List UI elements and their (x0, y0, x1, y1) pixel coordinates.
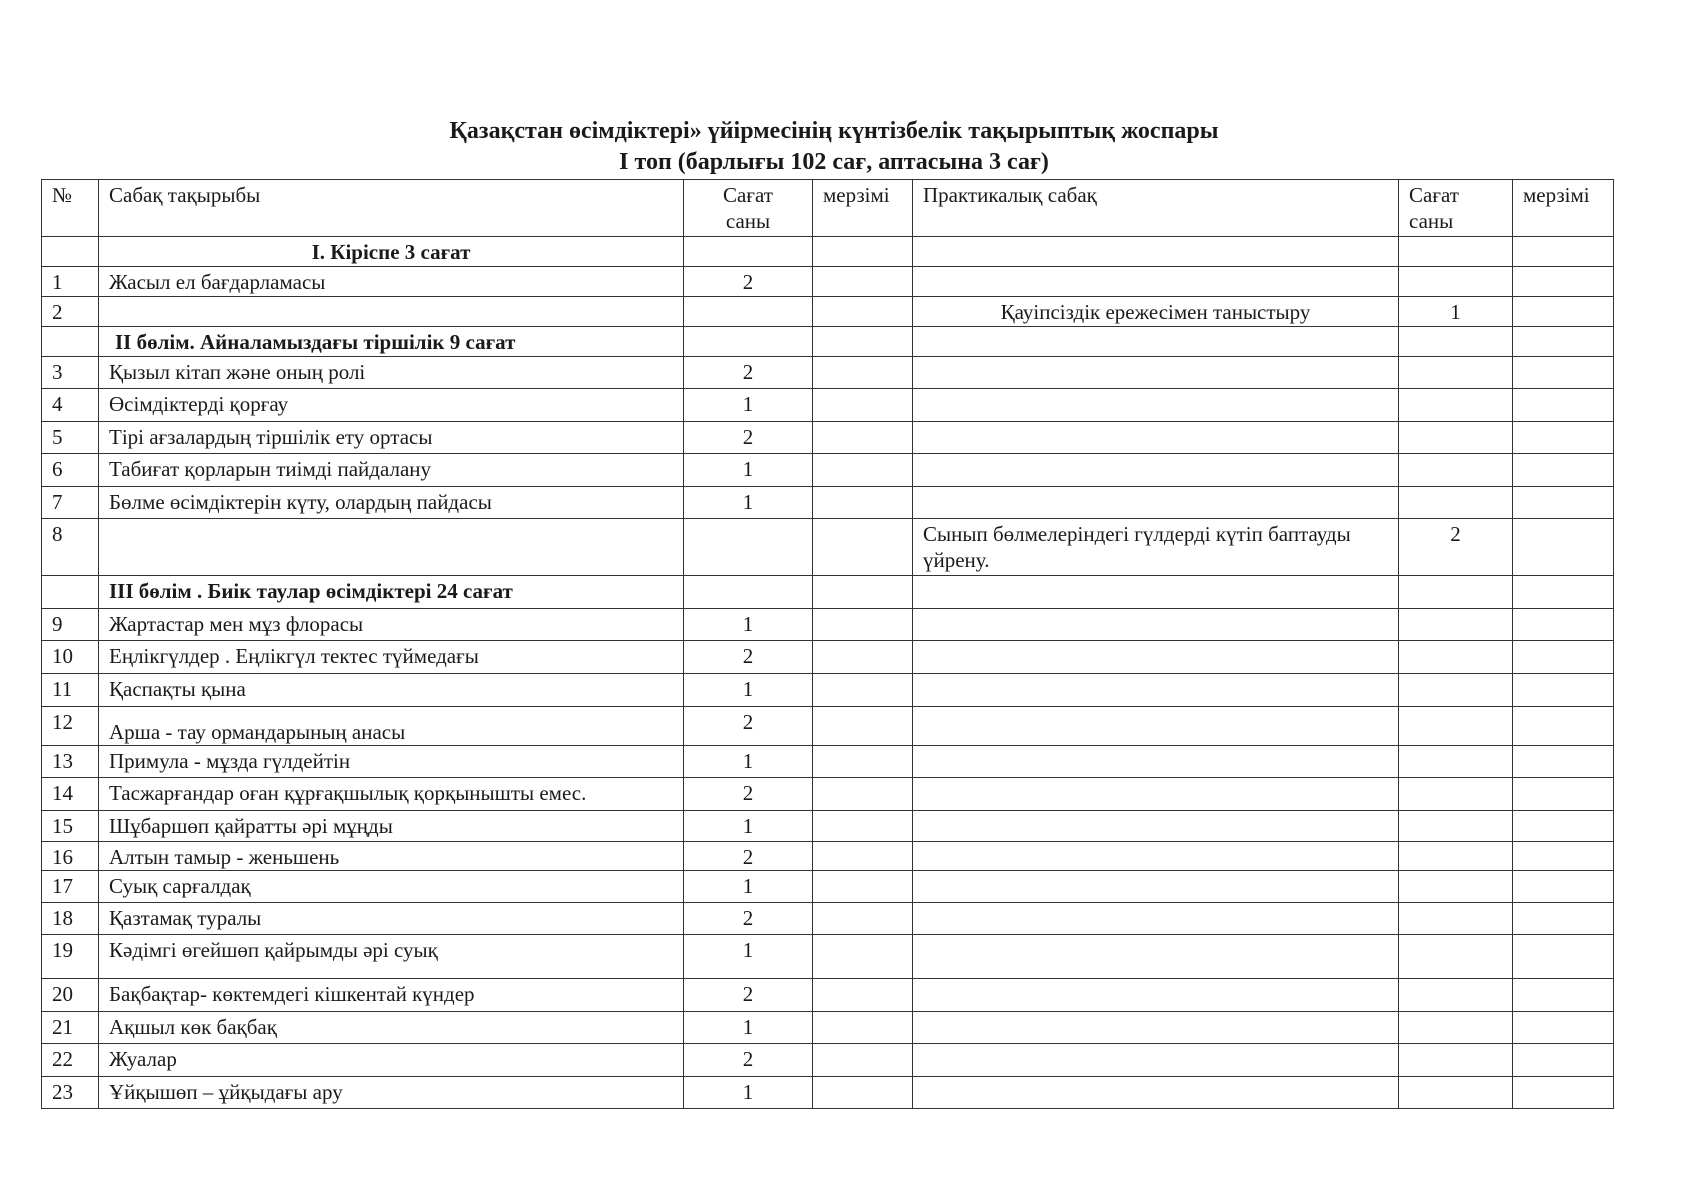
cell-practical-date (1513, 576, 1614, 609)
cell-practical (913, 842, 1399, 871)
table-row (42, 842, 1614, 871)
cell-date (813, 842, 913, 871)
cell-num: 2 (42, 297, 99, 327)
header-topic: Сабақ тақырыбы (99, 180, 684, 237)
cell-practical-hours: 1 (1399, 297, 1513, 327)
cell-hours: 2 (684, 778, 813, 811)
cell-practical (913, 935, 1399, 979)
cell-num: 7 (42, 487, 99, 519)
cell-topic: Қызыл кітап және оның ролі (99, 357, 684, 389)
cell-practical-hours (1399, 871, 1513, 903)
cell-num: 20 (42, 979, 99, 1012)
cell-topic: Бөлме өсімдіктерін күту, олардың пайдасы (99, 487, 684, 519)
cell-topic: Тасжарғандар оған құрғақшылық қорқынышты емес. (99, 778, 684, 811)
table-row (42, 357, 1614, 389)
section-heading: ІІ бөлім. Айналамыздағы тіршілік 9 сағат (99, 327, 684, 357)
cell-num: 1 (42, 267, 99, 297)
table-row (42, 267, 1614, 297)
cell-practical-date (1513, 609, 1614, 641)
cell-practical (913, 707, 1399, 746)
cell-topic: Примула - мұзда гүлдейтін (99, 746, 684, 778)
table-row (42, 1012, 1614, 1044)
cell-date (813, 297, 913, 327)
cell-practical-date (1513, 707, 1614, 746)
table-row (42, 707, 1614, 746)
cell-practical-hours (1399, 487, 1513, 519)
cell-num: 9 (42, 609, 99, 641)
cell-hours: 2 (684, 357, 813, 389)
cell-topic: Жуалар (99, 1044, 684, 1077)
cell-hours: 2 (684, 842, 813, 871)
cell-practical-date (1513, 979, 1614, 1012)
cell-practical-date (1513, 487, 1614, 519)
cell-num (42, 576, 99, 609)
cell-practical-hours (1399, 842, 1513, 871)
cell-topic: Жартастар мен мұз флорасы (99, 609, 684, 641)
cell-topic: Еңлікгүлдер . Еңлікгүл тектес түймедағы (99, 641, 684, 674)
cell-topic: Табиғат қорларын тиімді пайдалану (99, 454, 684, 487)
cell-num: 3 (42, 357, 99, 389)
cell-hours: 1 (684, 487, 813, 519)
cell-practical-hours (1399, 1077, 1513, 1109)
document-subtitle: І топ (барлығы 102 сағ, аптасына 3 сағ) (619, 149, 1049, 175)
cell-hours: 1 (684, 935, 813, 979)
cell-practical (913, 674, 1399, 707)
cell-date (813, 707, 913, 746)
section-heading: ІІІ бөлім . Биік таулар өсімдіктері 24 сағат (99, 576, 684, 609)
header-date: мерзімі (813, 180, 913, 237)
cell-practical (913, 1077, 1399, 1109)
cell-practical: Сынып бөлмелеріндегі гүлдерді күтіп баптауды үйрену. (913, 519, 1399, 576)
cell-hours (684, 237, 813, 267)
cell-hours: 1 (684, 674, 813, 707)
cell-practical-hours (1399, 1012, 1513, 1044)
cell-practical-hours (1399, 935, 1513, 979)
plan-table (41, 179, 1614, 1109)
cell-date (813, 487, 913, 519)
cell-date (813, 267, 913, 297)
section-heading: І. Кіріспе 3 сағат (99, 237, 684, 267)
header-practical-hours-line2: саны (1409, 209, 1454, 233)
section-row (42, 237, 1614, 267)
cell-practical-hours (1399, 746, 1513, 778)
cell-hours (684, 327, 813, 357)
cell-practical: Қауіпсіздік ережесімен таныстыру (913, 297, 1399, 327)
cell-practical-date (1513, 935, 1614, 979)
table-row (42, 1044, 1614, 1077)
cell-practical-hours (1399, 237, 1513, 267)
cell-practical (913, 422, 1399, 454)
cell-topic: Өсімдіктерді қорғау (99, 389, 684, 422)
cell-date (813, 422, 913, 454)
cell-practical (913, 778, 1399, 811)
header-practical-hours (1399, 180, 1513, 237)
cell-date (813, 641, 913, 674)
cell-date (813, 576, 913, 609)
header-num: № (42, 180, 99, 237)
cell-hours: 1 (684, 389, 813, 422)
cell-practical-date (1513, 519, 1614, 576)
cell-num (42, 237, 99, 267)
cell-date (813, 327, 913, 357)
cell-practical-hours (1399, 389, 1513, 422)
cell-practical (913, 979, 1399, 1012)
cell-practical-date (1513, 267, 1614, 297)
cell-num: 8 (42, 519, 99, 576)
cell-practical-hours (1399, 811, 1513, 842)
header-hours (684, 180, 813, 237)
cell-date (813, 609, 913, 641)
cell-date (813, 935, 913, 979)
cell-date (813, 979, 913, 1012)
table-row (42, 487, 1614, 519)
cell-date (813, 1077, 913, 1109)
cell-practical (913, 1044, 1399, 1077)
cell-practical-hours (1399, 609, 1513, 641)
cell-hours: 2 (684, 979, 813, 1012)
cell-practical (913, 357, 1399, 389)
cell-practical-date (1513, 1044, 1614, 1077)
cell-num (42, 327, 99, 357)
section-row (42, 327, 1614, 357)
cell-hours: 2 (684, 707, 813, 746)
header-hours-line2: саны (725, 209, 771, 233)
table-row (42, 746, 1614, 778)
cell-topic: Арша - тау ормандарының анасы (99, 707, 684, 746)
cell-hours (684, 297, 813, 327)
cell-practical-hours (1399, 903, 1513, 935)
cell-practical-hours (1399, 1044, 1513, 1077)
cell-hours: 1 (684, 1077, 813, 1109)
cell-date (813, 389, 913, 422)
cell-practical-date (1513, 778, 1614, 811)
cell-hours: 2 (684, 267, 813, 297)
cell-num: 15 (42, 811, 99, 842)
cell-num: 14 (42, 778, 99, 811)
cell-num: 6 (42, 454, 99, 487)
table-row (42, 979, 1614, 1012)
header-practical-hours-line1: Сағат (1409, 183, 1459, 207)
cell-practical (913, 903, 1399, 935)
header-practical: Практикалық сабақ (913, 180, 1399, 237)
table-row (42, 1077, 1614, 1109)
cell-num: 18 (42, 903, 99, 935)
cell-practical-hours (1399, 979, 1513, 1012)
cell-topic: Қазтамақ туралы (99, 903, 684, 935)
cell-practical-date (1513, 871, 1614, 903)
cell-date (813, 519, 913, 576)
cell-hours: 1 (684, 609, 813, 641)
cell-practical (913, 609, 1399, 641)
cell-practical-hours (1399, 357, 1513, 389)
cell-num: 21 (42, 1012, 99, 1044)
cell-num: 23 (42, 1077, 99, 1109)
table-row (42, 903, 1614, 935)
cell-practical-hours (1399, 576, 1513, 609)
cell-practical-date (1513, 357, 1614, 389)
cell-date (813, 237, 913, 267)
section-row (42, 576, 1614, 609)
cell-topic: Суық сарғалдақ (99, 871, 684, 903)
table-row (42, 519, 1614, 576)
cell-practical-hours (1399, 778, 1513, 811)
cell-hours: 1 (684, 871, 813, 903)
cell-date (813, 811, 913, 842)
document-title: Қазақстан өсімдіктері» үйірмесінің күнтізбелік тақырыптық жоспары (449, 118, 1219, 144)
cell-practical (913, 389, 1399, 422)
cell-topic: Кәдімгі өгейшөп қайрымды әрі суық (99, 935, 684, 979)
table-row (42, 422, 1614, 454)
cell-practical-date (1513, 454, 1614, 487)
cell-date (813, 778, 913, 811)
cell-date (813, 454, 913, 487)
cell-practical (913, 267, 1399, 297)
cell-practical-date (1513, 297, 1614, 327)
cell-practical-date (1513, 1012, 1614, 1044)
cell-practical-hours (1399, 674, 1513, 707)
cell-hours: 2 (684, 1044, 813, 1077)
cell-topic (99, 297, 684, 327)
cell-topic (99, 519, 684, 576)
cell-date (813, 871, 913, 903)
cell-num: 13 (42, 746, 99, 778)
table-row (42, 641, 1614, 674)
cell-hours: 1 (684, 811, 813, 842)
cell-hours (684, 519, 813, 576)
table-header-row (42, 180, 1614, 237)
cell-num: 5 (42, 422, 99, 454)
cell-practical-hours (1399, 641, 1513, 674)
cell-date (813, 746, 913, 778)
cell-practical-date (1513, 327, 1614, 357)
cell-practical (913, 871, 1399, 903)
cell-practical-date (1513, 237, 1614, 267)
cell-hours: 1 (684, 746, 813, 778)
cell-topic: Шұбаршөп қайратты әрі мұңды (99, 811, 684, 842)
cell-date (813, 357, 913, 389)
cell-num: 12 (42, 707, 99, 746)
cell-topic: Қаспақты қына (99, 674, 684, 707)
cell-topic: Тірі ағзалардың тіршілік ету ортасы (99, 422, 684, 454)
cell-num: 10 (42, 641, 99, 674)
cell-topic: Жасыл ел бағдарламасы (99, 267, 684, 297)
cell-num: 4 (42, 389, 99, 422)
cell-hours: 2 (684, 422, 813, 454)
cell-practical-hours (1399, 267, 1513, 297)
table-row (42, 778, 1614, 811)
cell-practical-date (1513, 422, 1614, 454)
cell-practical-date (1513, 389, 1614, 422)
cell-practical-date (1513, 811, 1614, 842)
table-row (42, 297, 1614, 327)
header-practical-date: мерзімі (1513, 180, 1614, 237)
cell-practical-hours (1399, 707, 1513, 746)
table-row (42, 811, 1614, 842)
table-row (42, 871, 1614, 903)
cell-hours: 2 (684, 903, 813, 935)
table-row (42, 454, 1614, 487)
cell-practical (913, 576, 1399, 609)
cell-date (813, 903, 913, 935)
cell-practical-date (1513, 903, 1614, 935)
cell-hours: 2 (684, 641, 813, 674)
cell-num: 11 (42, 674, 99, 707)
cell-practical-date (1513, 1077, 1614, 1109)
cell-practical (913, 746, 1399, 778)
cell-practical-date (1513, 746, 1614, 778)
table-row (42, 389, 1614, 422)
cell-topic: Ұйқышөп – ұйқыдағы ару (99, 1077, 684, 1109)
cell-topic: Алтын тамыр - женьшень (99, 842, 684, 871)
cell-num: 19 (42, 935, 99, 979)
cell-practical-date (1513, 674, 1614, 707)
cell-topic: Бақбақтар- көктемдегі кішкентай күндер (99, 979, 684, 1012)
cell-practical (913, 811, 1399, 842)
table-row (42, 674, 1614, 707)
cell-hours: 1 (684, 1012, 813, 1044)
cell-practical-hours (1399, 422, 1513, 454)
cell-practical (913, 641, 1399, 674)
cell-practical-date (1513, 641, 1614, 674)
cell-practical (913, 487, 1399, 519)
cell-practical-date (1513, 842, 1614, 871)
cell-date (813, 1012, 913, 1044)
cell-num: 16 (42, 842, 99, 871)
cell-date (813, 674, 913, 707)
cell-practical-hours (1399, 327, 1513, 357)
cell-practical (913, 454, 1399, 487)
table-row (42, 609, 1614, 641)
header-hours-line1: Сағат (723, 183, 773, 207)
cell-date (813, 1044, 913, 1077)
cell-num: 22 (42, 1044, 99, 1077)
table-row (42, 935, 1614, 979)
cell-practical-hours (1399, 454, 1513, 487)
cell-practical-hours: 2 (1399, 519, 1513, 576)
cell-hours: 1 (684, 454, 813, 487)
cell-practical (913, 1012, 1399, 1044)
cell-num: 17 (42, 871, 99, 903)
cell-practical (913, 327, 1399, 357)
cell-practical (913, 237, 1399, 267)
cell-topic: Ақшыл көк бақбақ (99, 1012, 684, 1044)
cell-hours (684, 576, 813, 609)
